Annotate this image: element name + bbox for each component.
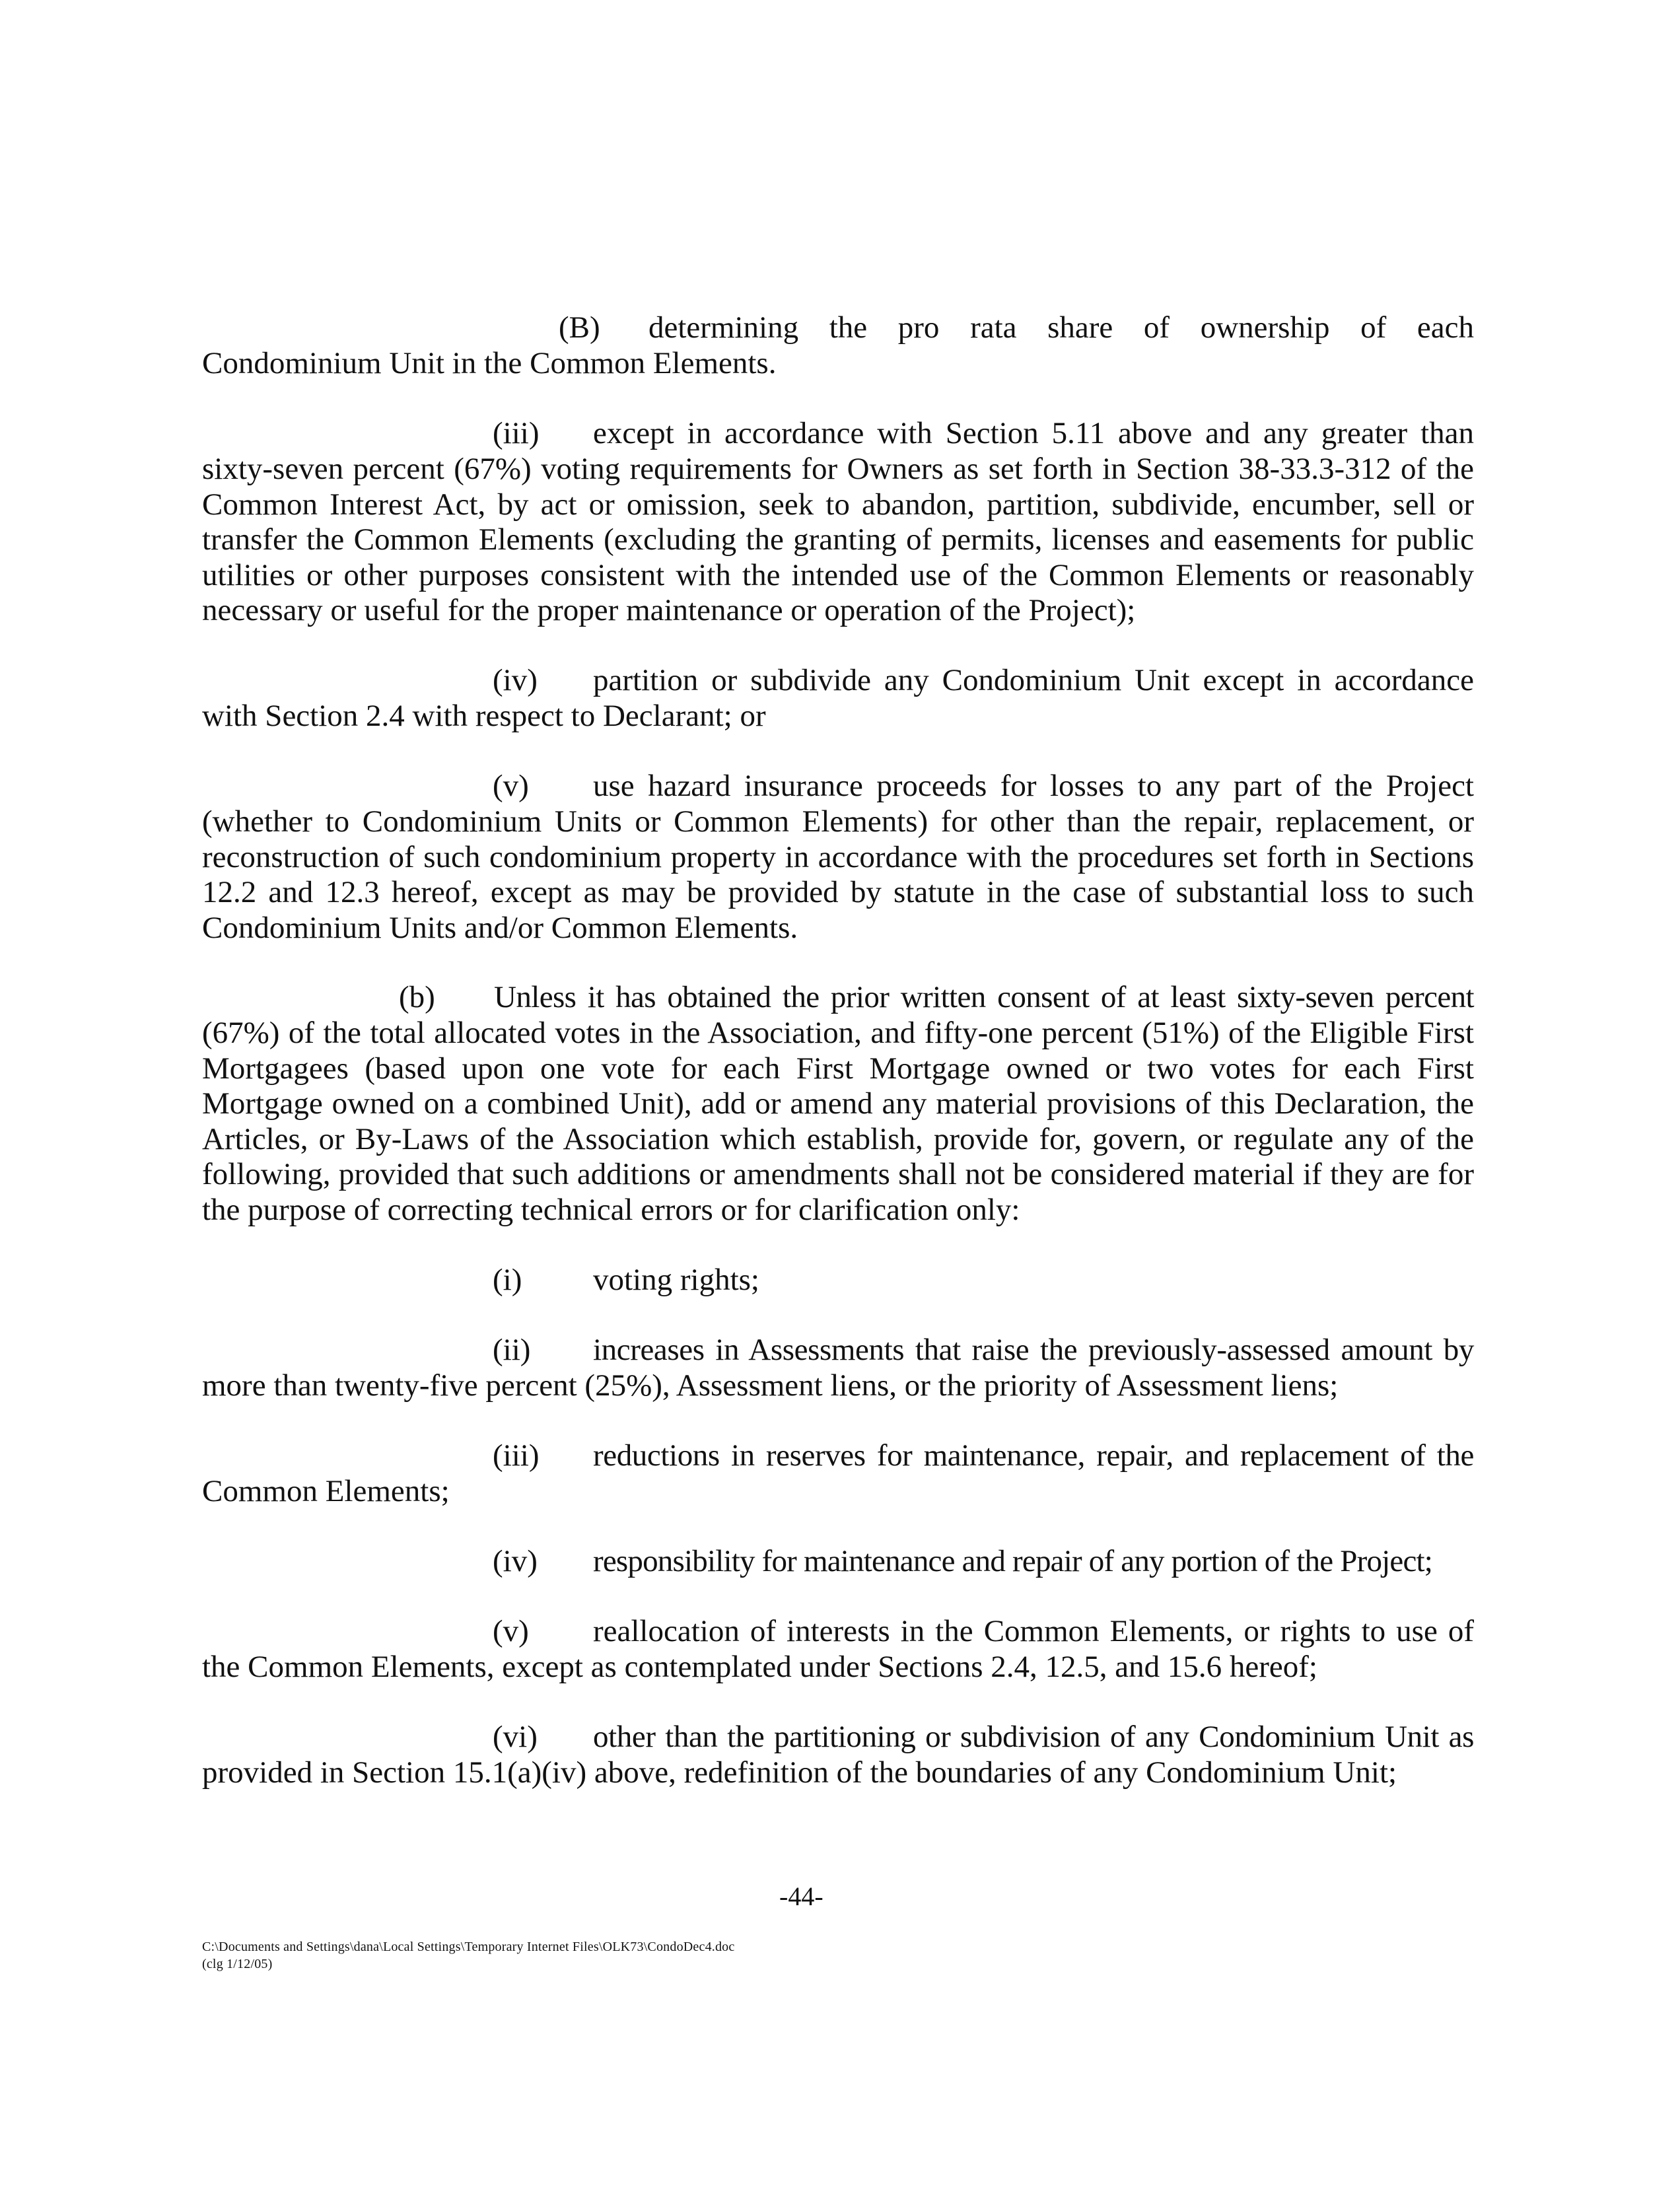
item-lead: responsibility for maintenance and repair of any portion of the Project; — [593, 1544, 1433, 1578]
item-ii-b-continuation: more than twenty-five percent (25%), Assessment liens, or the priority of Assessment liens; — [202, 1368, 1339, 1403]
item-iv-a — [493, 663, 1474, 699]
item-label: (iii) — [493, 416, 540, 450]
item-v-b-continuation: the Common Elements, except as contemplated under Sections 2.4, 12.5, and 15.6 hereof; — [202, 1650, 1317, 1684]
item-b-continuation: (67%) of the total allocated votes in the Association, and fifty-one percent (51%) of the Eligible First Mortgagees (based upon one vote for each First Mortgage owned or two votes for each First Mortgage owned on a combined Unit), add or amend any material provisions of this Declaration, the Articles, or By-Laws of the Association which establish, provide for, govern, or regulate any of the following, provided that such additions or amendments shall not be considered material if they are for the purpose of correcting technical errors or for clarification only: — [202, 1016, 1474, 1227]
item-vi-b — [493, 1720, 1474, 1755]
item-iv-b — [493, 1544, 1474, 1580]
footer-note: (clg 1/12/05) — [202, 1957, 273, 1971]
item-lead: partition or subdivide any Condominium Unit except in accordance — [593, 663, 1474, 697]
item-lead: other than the partitioning or subdivision of any Condominium Unit as — [593, 1720, 1474, 1754]
item-label: (vi) — [493, 1720, 538, 1754]
item-label: (iii) — [493, 1438, 540, 1473]
item-b — [399, 980, 1474, 1016]
item-lead: use hazard insurance proceeds for losses to any part of the Project — [593, 769, 1474, 803]
item-ii-b — [493, 1333, 1474, 1368]
item-v-a-continuation: (whether to Condominium Units or Common Elements) for other than the repair, replacement, or reconstruction of such condominium property in accordance with the procedures set forth in Sections 12.2 and 12.3 hereof, except as may be provided by statute in the case of substantial loss to such Condominium Units and/or Common Elements. — [202, 804, 1474, 945]
item-iii-b-continuation: Common Elements; — [202, 1474, 450, 1508]
item-lead: voting rights; — [593, 1263, 759, 1297]
item-iii-a-continuation: sixty-seven percent (67%) voting requirements for Owners as set forth in Section 38-33.3-312 of the Common Interest Act, by act or omission, seek to abandon, partition, subdivide, encumber, sell or transfer the Common Elements (excluding the granting of permits, licenses and easements for public utilities or other purposes consistent with the intended use of the Common Elements or reasonably necessary or useful for the proper maintenance or operation of the Project); — [202, 452, 1474, 627]
item-B — [559, 310, 1474, 346]
item-v-a — [493, 769, 1474, 804]
item-lead: increases in Assessments that raise the previously-assessed amount by — [593, 1333, 1474, 1367]
footer — [202, 1938, 734, 1973]
item-iv-a-continuation: with Section 2.4 with respect to Declarant; or — [202, 699, 766, 733]
item-label: (B) — [559, 310, 600, 345]
item-label: (v) — [493, 1614, 529, 1648]
item-label: (i) — [493, 1263, 522, 1297]
item-label: (iv) — [493, 663, 538, 697]
item-label: (iv) — [493, 1544, 538, 1578]
item-lead: Unless it has obtained the prior written consent of at least sixty-seven percent — [494, 980, 1474, 1014]
item-v-b — [493, 1614, 1474, 1650]
item-lead: reductions in reserves for maintenance, repair, and replacement of the — [593, 1438, 1474, 1473]
item-label: (b) — [399, 980, 435, 1014]
item-lead: determining the pro rata share of ownership of each — [648, 310, 1474, 345]
item-label: (ii) — [493, 1333, 531, 1367]
item-iii-b — [493, 1438, 1474, 1474]
page-number: -44- — [779, 1881, 823, 1911]
item-lead: except in accordance with Section 5.11 above and any greater than — [593, 416, 1474, 450]
item-label: (v) — [493, 769, 529, 803]
item-B-continuation: Condominium Unit in the Common Elements. — [202, 346, 777, 380]
item-lead: reallocation of interests in the Common Elements, or rights to use of — [593, 1614, 1474, 1648]
item-vi-b-continuation: provided in Section 15.1(a)(iv) above, redefinition of the boundaries of any Condominium Unit; — [202, 1755, 1397, 1790]
item-iii-a — [493, 416, 1474, 452]
item-i-b — [493, 1263, 759, 1298]
footer-path: C:\Documents and Settings\dana\Local Settings\Temporary Internet Files\OLK73\CondoDec4.doc — [202, 1940, 735, 1954]
